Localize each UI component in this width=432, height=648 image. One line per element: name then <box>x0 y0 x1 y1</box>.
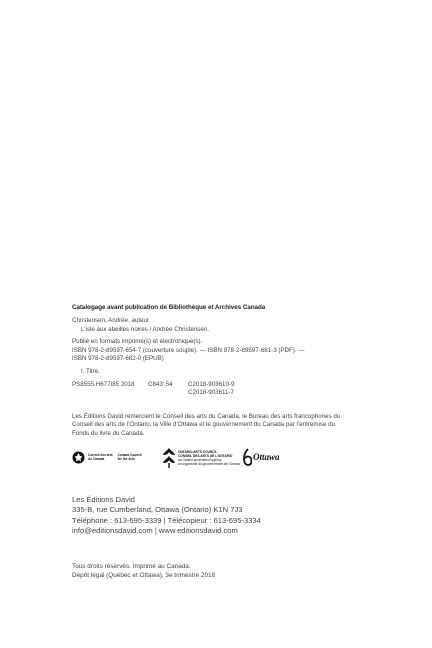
cip-classification <box>72 381 372 398</box>
cip-author: Christensen, Andrée, auteur <box>72 317 150 324</box>
cip-isbn-line-2: ISBN 978-2-89597-682-0 (EPUB) <box>72 355 164 363</box>
canadiana-number-2: C2018-903611-7 <box>188 389 234 397</box>
cip-heading: Catalogage avant publication de Bibliothèque et Archives Canada <box>72 304 266 311</box>
cip-subject: I. Titre. <box>81 367 100 375</box>
canada-council-logo: Conseil des arts du Canada Canada Council for the Arts <box>72 451 142 464</box>
canadiana-number-1: C2018-903610-9 <box>188 380 235 388</box>
funding-acknowledgement: Les Éditions David remercient le Conseil des arts du Canada, le Bureau des arts francophones du Conseil des arts de l’Ontario, la Ville d’Ottawa et le gouvernement du Canada par l’entremise du Fonds du livre du Canada. <box>72 412 341 437</box>
funder-logos <box>72 447 372 473</box>
ottawa-emblem-icon <box>243 448 252 466</box>
cip-work-title: L’isle aux abeilles noires / Andrée Christensen. <box>81 325 209 333</box>
cip-formats: Publié en formats imprimé(s) et électronique(s). <box>72 338 203 346</box>
dewey-classification: C843'.54 <box>148 380 173 388</box>
publisher-web: info@editionsdavid.com | www.editionsdavid.com <box>72 526 238 536</box>
publisher-info <box>72 495 372 537</box>
ontario-arts-council-logo: ONTARIO ARTS COUNCIL CONSEIL DES ARTS DE L’ONTARIO an Ontario government agency un organisme du gouvernement de l’Ontario <box>162 447 240 469</box>
canada-council-emblem-icon <box>72 451 85 464</box>
trillium-icon <box>162 447 176 469</box>
rights-line-1: Tous droits réservés. Imprimé au Canada. <box>72 562 191 570</box>
publisher-address: 335-B, rue Cumberland, Ottawa (Ontario) K1N 7J3 <box>72 505 243 515</box>
publisher-phone: Téléphone : 613-695-3339 | Télécopieur : 613-695-3334 <box>72 515 261 525</box>
ottawa-logo: Ottawa <box>243 448 280 466</box>
rights-line-2: Dépôt légal (Québec et Ottawa), 3e trimestre 2018 <box>72 571 216 579</box>
cip-isbn-line-1: ISBN 978-2-89597-654-7 (couverture souple). — ISBN 978-2-89597-681-3 (PDF). — <box>72 346 305 354</box>
rights-notice <box>72 563 372 580</box>
publisher-name: Les Éditions David <box>72 494 135 504</box>
lc-classification: PS8555.H677I85 2018 <box>72 380 135 388</box>
copyright-page <box>72 304 372 580</box>
